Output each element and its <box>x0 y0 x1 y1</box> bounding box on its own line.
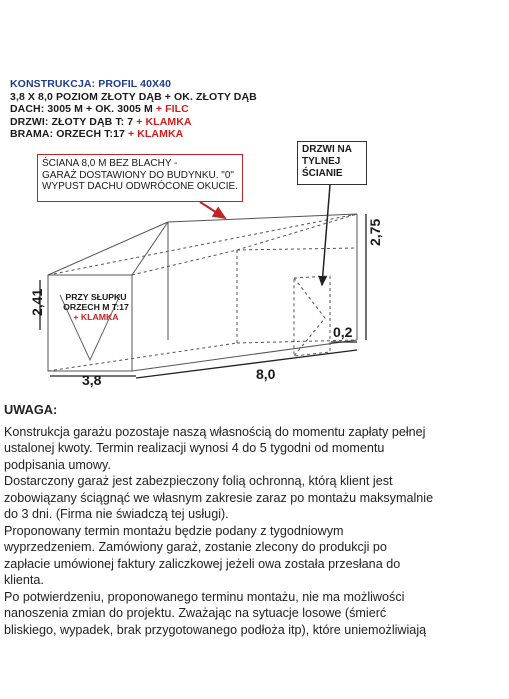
dim-door-offset: 0,2 <box>333 324 353 340</box>
post-label <box>56 292 136 322</box>
note-line-2: GARAŻ DOSTAWIONY DO BUDYNKU. "0" <box>42 169 234 181</box>
notice-line: wyprzedzeniem. Zamówiony garaż, zostanie zlecony do produkcji po <box>4 540 387 554</box>
dim-height-back: 2,75 <box>367 218 383 246</box>
door-line-2: TYLNEJ <box>302 156 341 167</box>
spec-line-size: 3,8 X 8,0 POZIOM ZŁOTY DĄB + OK. ZŁOTY DĄB <box>10 90 257 103</box>
post-line-1: PRZY SŁUPKU <box>65 292 127 302</box>
spec-roof-text: DACH: 3005 M + OK. 3005 M <box>10 103 156 116</box>
notice-line: Proponowany termin montażu będzie podany z tygodniowym <box>4 523 344 538</box>
door-box <box>297 141 367 185</box>
dim-width: 3,8 <box>82 372 102 388</box>
door-line-1: DRZWI NA <box>302 144 352 155</box>
spec-door-text: DRZWI: ZŁOTY DĄB T: 7 <box>10 115 137 128</box>
dim-length: 8,0 <box>256 366 276 382</box>
notice-line: do 3 dni. (Firma nie świadczą tej usługi). <box>4 507 229 521</box>
dim-height-front: 2,41 <box>29 288 45 316</box>
notice-line: podpisania umowy. <box>4 457 111 472</box>
notice-line: nanoszenia zmian do projektu. Zważając na sytuacje losowe (śmierć <box>4 606 387 620</box>
spec-gate-text: BRAMA: ORZECH T:17 <box>10 128 128 141</box>
spec-gate-extra: + KLAMKA <box>127 128 184 141</box>
post-line-2: ORZECH M T:17 <box>63 302 129 312</box>
notice-line: bliskiego, wypadek, brak przygotowanego podłoża itp), które uniemożliwiają <box>4 622 427 637</box>
note-line-1: ŚCIANA 8,0 M BEZ BLACHY - <box>42 158 178 169</box>
notice-line: Konstrukcja garażu pozostaje naszą własnością do momentu zapłaty pełnej <box>4 424 426 439</box>
spec-title: KONSTRUKCJA: PROFIL 40X40 <box>10 78 172 90</box>
front-wall <box>48 275 132 371</box>
notice-line: klienta. <box>4 573 44 587</box>
door-line-3: ŚCIANIE <box>302 168 343 179</box>
notice-line: zapłacie umówionej faktury zaliczkowej jeżeli owa została przesłana do <box>4 556 401 571</box>
spec-door-extra: + KLAMKA <box>136 115 192 128</box>
notice-line: zobowiązany ściągnąć we własnym zakresie zaraz po montażu maksymalnie <box>4 490 434 505</box>
notice-line: Dostarczony garaż jest zabezpieczony folią ochronną, którą klient jest <box>4 474 393 488</box>
notice-heading: UWAGA: <box>4 402 58 417</box>
notice-text <box>4 402 504 638</box>
note-line-3: WYPUST DACHU ODWRÓCONE OKUCIE. <box>42 181 238 193</box>
notice-line: Po potwierdzeniu, proponowanego terminu montażu, nie ma możliwości <box>4 589 405 604</box>
spec-roof-extra: + FILC <box>155 103 189 116</box>
note-box <box>37 154 243 202</box>
notice-line: ustalonej kwoty. Termin realizacji wynosi 4 do 5 tygodni od momentu <box>4 441 385 455</box>
post-line-3: + KLAMKA <box>73 312 119 322</box>
